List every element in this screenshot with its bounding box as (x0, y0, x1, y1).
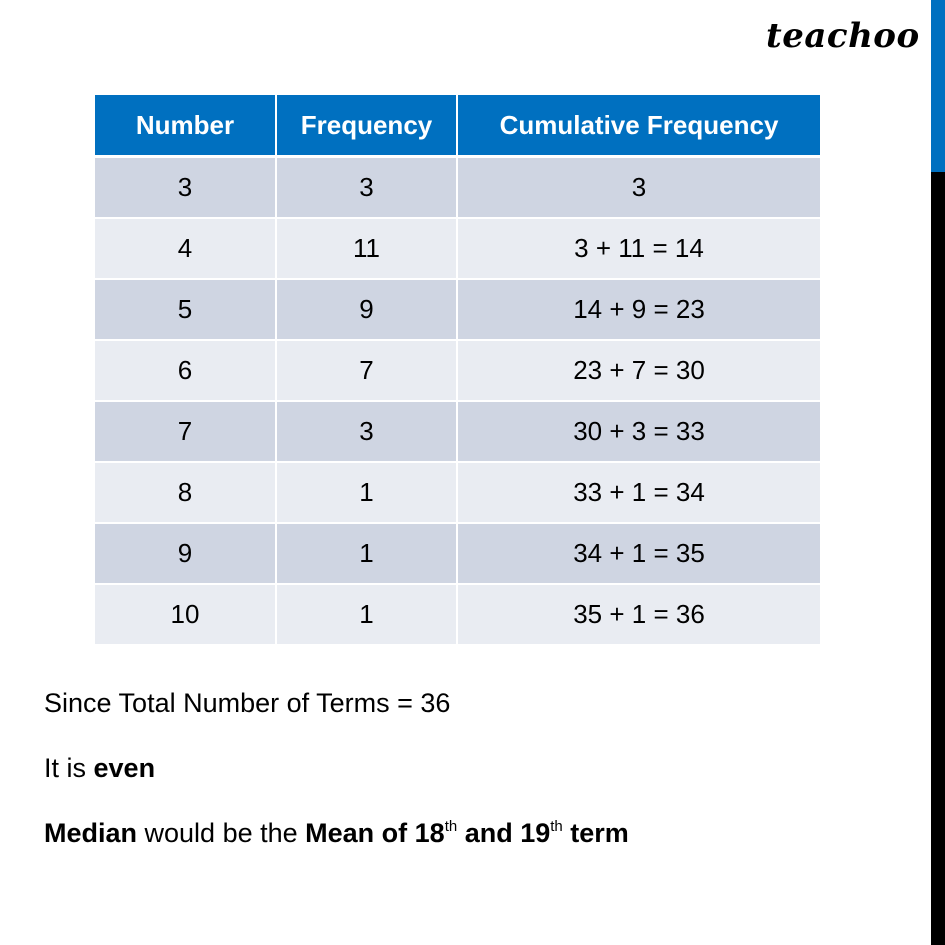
cell-number: 10 (95, 584, 276, 645)
cell-cumulative: 23 + 7 = 30 (457, 340, 820, 401)
cell-frequency: 1 (276, 462, 457, 523)
table-row (95, 401, 820, 462)
median-statement (44, 818, 629, 849)
cell-number: 5 (95, 279, 276, 340)
teachoo-logo: teachoo (766, 16, 920, 56)
median-keyword: Median (44, 818, 138, 848)
cell-cumulative: 35 + 1 = 36 (457, 584, 820, 645)
cell-number: 3 (95, 157, 276, 219)
total-terms-statement: Since Total Number of Terms = 36 (44, 688, 451, 718)
sidebar-dark-bar (931, 172, 945, 945)
cell-cumulative: 3 + 11 = 14 (457, 218, 820, 279)
cell-number: 4 (95, 218, 276, 279)
cell-cumulative: 33 + 1 = 34 (457, 462, 820, 523)
table-row (95, 279, 820, 340)
table-row (95, 218, 820, 279)
mean-of-18-text: Mean of 18 (305, 818, 445, 848)
cell-frequency: 3 (276, 157, 457, 219)
table-row (95, 462, 820, 523)
cell-frequency: 7 (276, 340, 457, 401)
term-text: term (562, 818, 629, 848)
header-number: Number (95, 95, 276, 157)
table-header-row (95, 95, 820, 157)
header-frequency: Frequency (276, 95, 457, 157)
table-row (95, 584, 820, 645)
cell-frequency: 11 (276, 218, 457, 279)
cumulative-frequency-table (95, 95, 820, 646)
table-row (95, 523, 820, 584)
even-statement (44, 753, 155, 784)
cell-frequency: 9 (276, 279, 457, 340)
cell-cumulative: 3 (457, 157, 820, 219)
cell-number: 8 (95, 462, 276, 523)
header-cumulative-frequency: Cumulative Frequency (457, 95, 820, 157)
even-statement-prefix: It is (44, 753, 94, 783)
and-19-text: and 19 (457, 818, 551, 848)
table-row (95, 157, 820, 219)
cell-cumulative: 14 + 9 = 23 (457, 279, 820, 340)
cell-frequency: 3 (276, 401, 457, 462)
cell-number: 7 (95, 401, 276, 462)
superscript-th-1: th (444, 818, 458, 835)
table-row (95, 340, 820, 401)
even-keyword: even (93, 753, 156, 783)
sidebar-accent-bar (931, 0, 945, 172)
superscript-th-2: th (550, 818, 563, 835)
cell-cumulative: 30 + 3 = 33 (457, 401, 820, 462)
cell-frequency: 1 (276, 523, 457, 584)
cell-frequency: 1 (276, 584, 457, 645)
cell-cumulative: 34 + 1 = 35 (457, 523, 820, 584)
cell-number: 6 (95, 340, 276, 401)
cell-number: 9 (95, 523, 276, 584)
median-connector-text: would be the (137, 818, 306, 848)
